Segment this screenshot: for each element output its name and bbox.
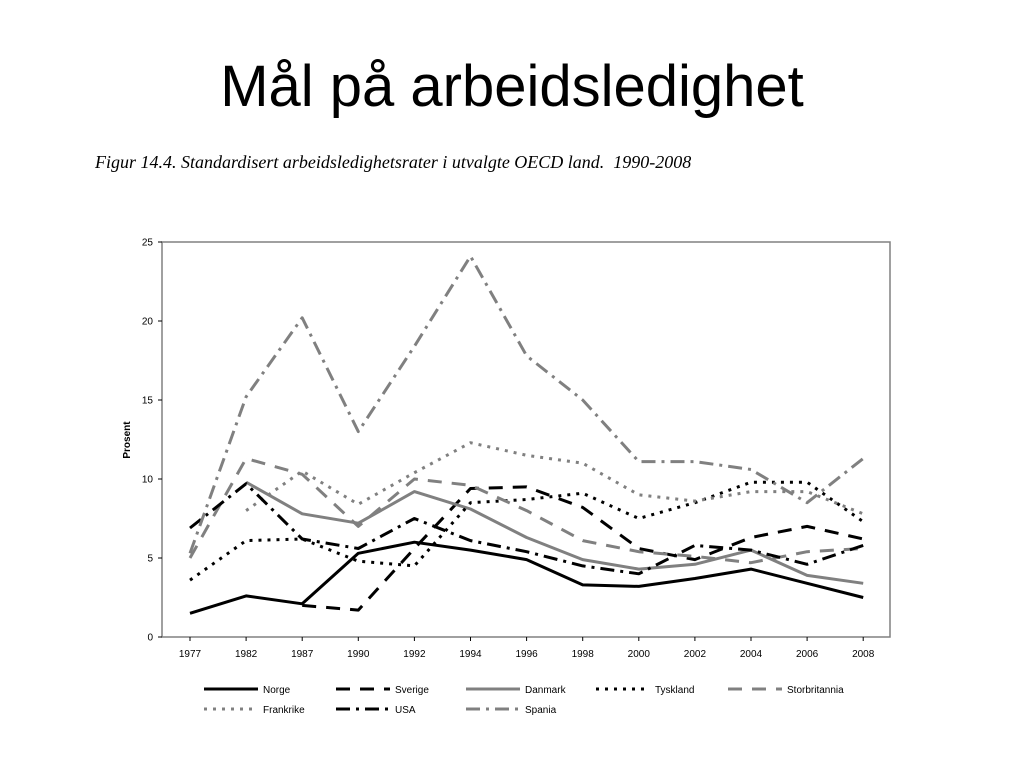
y-axis-label: Prosent [122,421,133,459]
y-axis [142,238,162,644]
legend-label: Spania [525,705,557,716]
legend-label: Frankrike [263,705,305,716]
legend-item-tyskland [596,685,694,696]
legend-item-storbritannia [728,685,844,696]
y-tick-label: 5 [147,553,153,565]
legend-label: Sverige [395,685,429,696]
x-tick-label: 1994 [459,649,482,660]
y-tick-label: 10 [141,474,153,486]
x-tick-label: 2004 [739,649,763,660]
legend-label: Storbritannia [787,685,844,696]
x-tick-label: 1977 [178,649,202,660]
legend-label: Tyskland [655,685,695,696]
chart-legend [204,685,844,716]
figure-caption: Figur 14.4. Standardisert arbeidsledighetsrater i utvalgte OECD land. 1990-2008 [95,152,692,172]
y-tick-label: 25 [141,237,153,249]
x-tick-label: 1987 [291,649,314,660]
x-tick-label: 2000 [627,649,650,660]
x-axis [179,637,875,660]
y-tick-label: 20 [141,316,153,328]
x-tick-label: 1998 [571,649,594,660]
legend-item-frankrike [204,705,305,716]
x-tick-label: 1992 [403,649,426,660]
legend-label: Norge [263,685,291,696]
x-tick-label: 1982 [234,649,258,660]
y-tick-label: 0 [147,632,153,644]
legend-item-sverige [336,685,429,696]
x-tick-label: 2008 [852,649,875,660]
legend-item-usa [336,705,416,716]
x-tick-label: 1990 [347,649,370,660]
x-tick-label: 1996 [515,649,538,660]
x-tick-label: 2006 [795,649,819,660]
legend-item-danmark [466,685,567,696]
legend-item-norge [204,685,291,696]
legend-item-spania [466,705,557,716]
x-tick-label: 2002 [683,649,707,660]
y-tick-label: 15 [141,395,153,407]
legend-label: Danmark [525,685,566,696]
slide-title: Mål på arbeidsledighet [220,54,804,119]
legend-label: USA [395,705,416,716]
